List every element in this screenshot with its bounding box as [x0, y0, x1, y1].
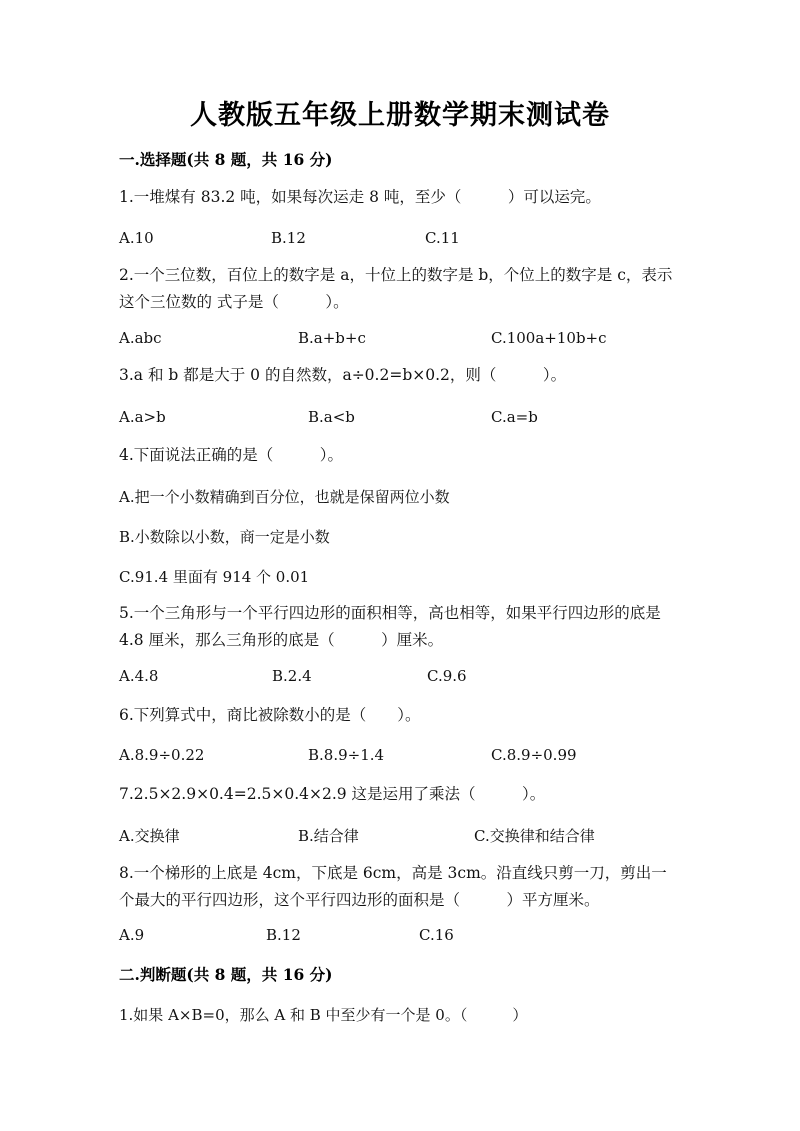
option-row: [119, 229, 699, 251]
option-b: B.12: [271, 229, 306, 247]
question-text: 6.下列算式中，商比被除数小的是（ ）。: [119, 706, 421, 724]
question-text: 2.一个三位数，百位上的数字是 a，十位上的数字是 b，个位上的数字是 c，表示这个三位数的 式子是（ ）。: [119, 266, 673, 311]
option-b: B.小数除以小数，商一定是小数: [119, 528, 330, 546]
option-a: A.交换律: [119, 827, 180, 845]
option-row: [119, 408, 699, 430]
option-c: C.交换律和结合律: [474, 827, 595, 845]
option-b: B.8.9÷1.4: [308, 746, 385, 764]
option-c: C.9.6: [427, 667, 467, 685]
option-a: A.abc: [119, 329, 162, 347]
option-a: A.9: [119, 926, 145, 944]
option-a: A.10: [119, 229, 154, 247]
question-text: 4.下面说法正确的是（ ）。: [119, 446, 344, 464]
option-c: C.91.4 里面有 914 个 0.01: [119, 568, 310, 586]
option-row: [119, 825, 699, 847]
option-b: B.结合律: [298, 827, 359, 845]
option-c: C.8.9÷0.99: [491, 746, 577, 764]
question-text: 1.一堆煤有 83.2 吨，如果每次运走 8 吨，至少（ ）可以运完。: [119, 188, 601, 206]
page-title: 人教版五年级上册数学期末测试卷: [190, 100, 610, 131]
option-row: [119, 667, 699, 689]
option-row: [119, 926, 699, 948]
section-heading-choice: 一.选择题(共 8 题，共 16 分): [119, 150, 333, 169]
option-c: C.a=b: [491, 408, 538, 426]
option-c: C.100a+10b+c: [491, 329, 607, 347]
option-b: B.a+b+c: [298, 329, 366, 347]
option-a: A.4.8: [119, 667, 159, 685]
option-b: B.a<b: [308, 408, 355, 426]
option-b: B.12: [266, 926, 301, 944]
option-b: B.2.4: [272, 667, 312, 685]
option-row: [119, 746, 699, 768]
option-a: A.a>b: [119, 408, 166, 426]
question-text: 8.一个梯形的上底是 4cm，下底是 6cm，高是 3cm。沿直线只剪一刀，剪出一个最大的平行四边形，这个平行四边形的面积是（ ）平方厘米。: [119, 864, 667, 909]
option-row: [119, 329, 699, 351]
section-heading-judgement: 二.判断题(共 8 题，共 16 分): [119, 965, 333, 984]
option-a: A.把一个小数精确到百分位，也就是保留两位小数: [119, 488, 450, 506]
option-c: C.11: [425, 229, 460, 247]
option-c: C.16: [419, 926, 454, 944]
question-text: 3.a 和 b 都是大于 0 的自然数，a÷0.2=b×0.2，则（ ）。: [119, 366, 567, 384]
question-text: 7.2.5×2.9×0.4=2.5×0.4×2.9 这是运用了乘法（ ）。: [119, 785, 546, 803]
judgement-item: 1.如果 A×B=0，那么 A 和 B 中至少有一个是 0。（ ）: [119, 1006, 528, 1024]
option-a: A.8.9÷0.22: [119, 746, 205, 764]
question-text: 5.一个三角形与一个平行四边形的面积相等，高也相等，如果平行四边形的底是 4.8 厘米，那么三角形的底是（ ）厘米。: [119, 604, 661, 649]
